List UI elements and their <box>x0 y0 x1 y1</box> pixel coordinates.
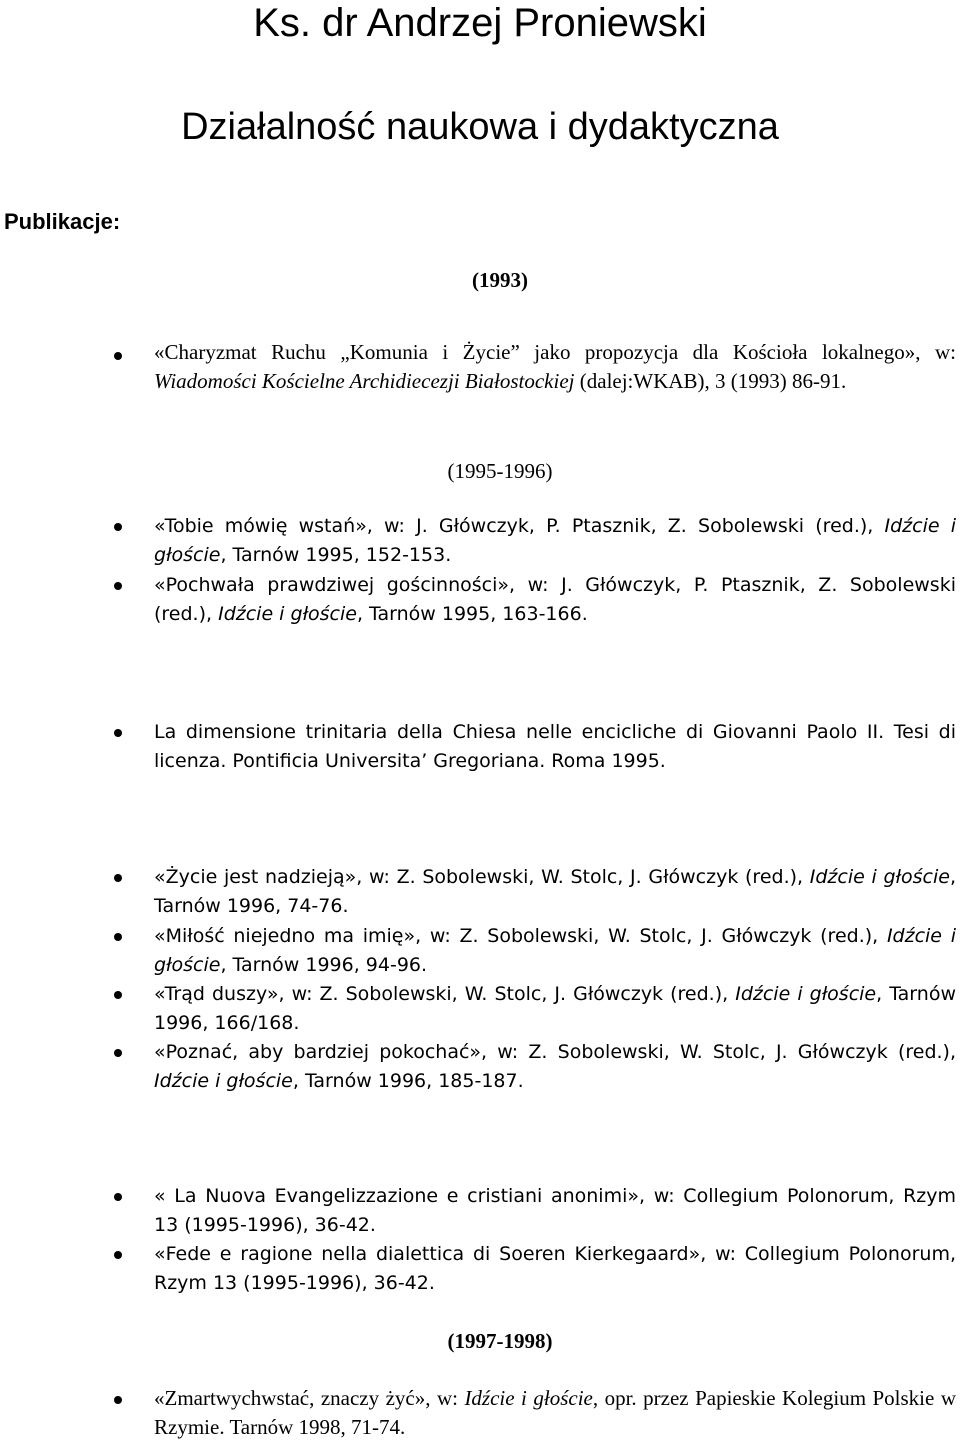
publication-item <box>154 1182 956 1239</box>
year-heading-1993: (1993) <box>472 268 528 292</box>
item-source-title: Wiadomości Kościelne Archidiecezji Białostockiej <box>154 368 575 393</box>
publication-item <box>154 1240 956 1297</box>
item-text: La dimensione trinitaria della Chiesa nelle encicliche di Giovanni Paolo II. Tesi di licenza. Pontificia Universita’ Gregoriana. Roma 1995. <box>154 721 956 772</box>
page-title: Ks. dr Andrzej Proniewski <box>253 1 707 45</box>
item-details: , opr. przez Papieskie Kolegium Polskie w Rzymie. Tarnów 1998, 71-74. <box>154 1386 956 1439</box>
publication-item <box>154 338 956 395</box>
bullet-icon <box>114 352 122 360</box>
item-text: «Trąd duszy», w: Z. Sobolewski, W. Stolc, J. Główczyk (red.), <box>154 983 736 1005</box>
item-text: «Pochwała prawdziwej gościnności», w: J. Główczyk, P. Ptasznik, Z. Sobolewski (red.), <box>154 574 956 625</box>
item-details: , Tarnów 1995, 152-153. <box>220 543 452 566</box>
item-source-title: Idźcie i głoście <box>464 1386 593 1410</box>
item-details: , Tarnów 1996, 74-76. <box>154 866 956 917</box>
item-text: «Zmartwychwstać, znaczy żyć», w: <box>154 1386 465 1410</box>
year-heading-1997-1998: (1997-1998) <box>447 1329 553 1353</box>
item-text: «Poznać, aby bardziej pokochać», w: Z. Sobolewski, W. Stolc, J. Główczyk (red.), <box>154 1041 956 1063</box>
bullet-icon <box>114 582 122 590</box>
item-details: , Tarnów 1996, 185-187. <box>292 1069 524 1092</box>
publication-item <box>154 980 956 1037</box>
item-text: «Miłość niejedno ma imię», w: Z. Sobolewski, W. Stolc, J. Główczyk (red.), <box>154 925 887 947</box>
item-source-title: Idźcie i głoście <box>154 515 957 566</box>
item-text: «Tobie mówię wstań», w: J. Główczyk, P. Ptasznik, Z. Sobolewski (red.), <box>154 515 885 537</box>
bullet-icon <box>114 523 122 531</box>
item-source-title: Idźcie i głoście <box>809 866 950 888</box>
bullet-icon <box>114 729 122 737</box>
year-heading-1995-1996: (1995-1996) <box>447 459 553 483</box>
publication-item <box>154 512 956 569</box>
item-text: «Charyzmat Ruchu „Komunia i Życie” jako propozycja dla Kościoła lokalnego», w: <box>154 340 956 364</box>
item-source-title: Idźcie i głoście <box>154 1069 293 1092</box>
item-source-title: Idźcie i głoście <box>735 983 877 1005</box>
bullet-icon <box>114 1193 122 1201</box>
item-source-title: Idźcie i głoście <box>218 602 357 625</box>
item-source-title: Idźcie i głoście <box>154 925 956 976</box>
publication-item <box>154 571 956 628</box>
bullet-icon <box>114 874 122 882</box>
item-details: , Tarnów 1995, 163-166. <box>356 602 588 625</box>
page-subtitle: Działalność naukowa i dydaktyczna <box>181 106 779 148</box>
bullet-icon <box>114 1049 122 1057</box>
publication-item <box>154 863 956 920</box>
item-details: (dalej:WKAB), 3 (1993) 86-91. <box>574 368 847 393</box>
item-details: , Tarnów 1996, 94-96. <box>220 953 428 976</box>
bullet-icon <box>114 1251 122 1259</box>
item-text: « La Nuova Evangelizzazione e cristiani anonimi», w: Collegium Polonorum, Rzym 13 (1995-1996), 36-42. <box>154 1185 956 1236</box>
publication-item <box>154 1384 956 1441</box>
publication-item <box>154 922 956 979</box>
item-details: , Tarnów 1996, 166/168. <box>154 983 956 1034</box>
publication-item <box>154 1038 956 1095</box>
bullet-icon <box>114 1396 122 1404</box>
item-text: «Fede e ragione nella dialettica di Soeren Kierkegaard», w: Collegium Polonorum, Rzym 13 (1995-1996), 36-42. <box>154 1243 956 1294</box>
item-text: «Życie jest nadzieją», w: Z. Sobolewski, W. Stolc, J. Główczyk (red.), <box>154 866 810 888</box>
publications-label: Publikacje: <box>4 209 121 234</box>
bullet-icon <box>114 991 122 999</box>
publication-item <box>154 718 956 775</box>
bullet-icon <box>114 933 122 941</box>
